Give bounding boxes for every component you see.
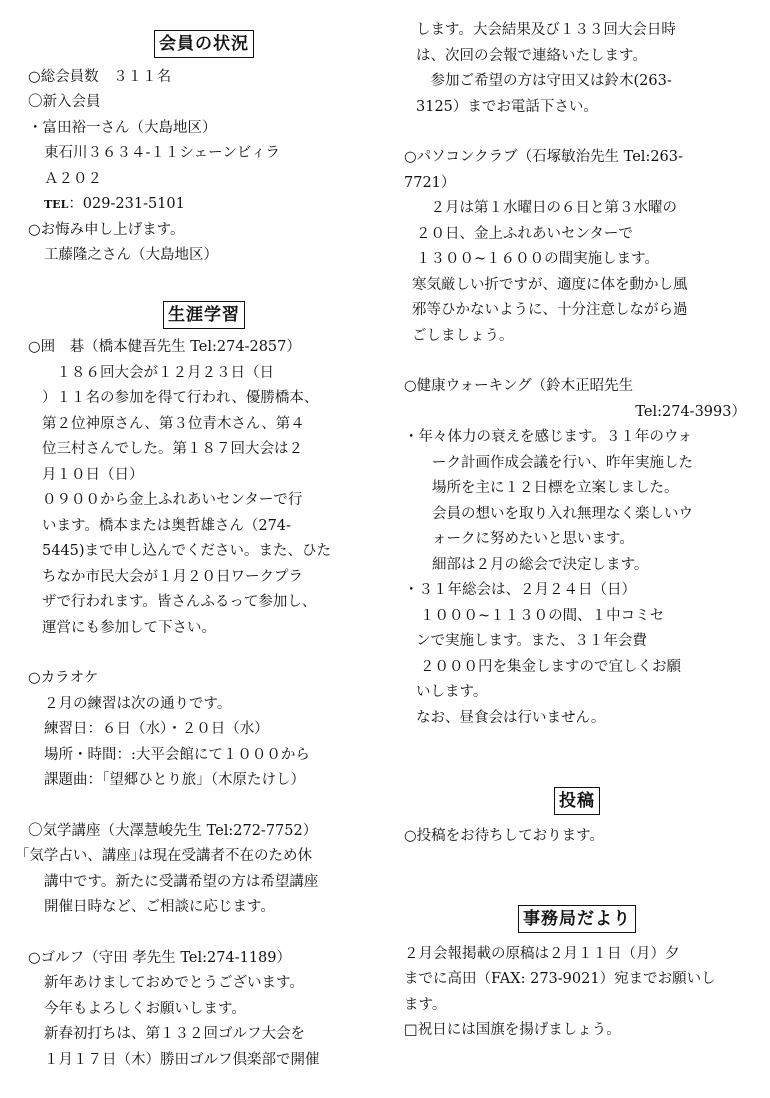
condolence-name: 工藤隆之さん（大島地区）	[44, 247, 218, 263]
new-members-label: 〇新入会員	[28, 94, 101, 110]
walking-line: ォークに努めたいと思います。	[432, 531, 634, 547]
walking-line: 細部は２月の総会で決定します。	[432, 556, 649, 573]
kigaku-title: 〇気学講座（大澤慧峻先生 Tel:272-7752）	[28, 822, 318, 839]
golf-line: 新年あけましておめでとうございます。	[44, 975, 304, 991]
contribution-text: ○投稿をお待ちしております。	[404, 827, 604, 844]
office-news-line: ます。	[404, 996, 447, 1013]
igo-line: ザで行われます。皆さんふるって参加し、	[42, 594, 317, 610]
walking-line: ２０００円を集金しますので宜しくお願	[420, 658, 681, 675]
walking-line: ・年々体力の衰えを感じます。３１年のウォ	[404, 429, 693, 445]
pc-club-line: 邪等ひかないように、十分注意しながら過	[412, 302, 688, 318]
igo-title: ○囲 碁（橋本健吾先生 Tel:274-2857）	[28, 339, 301, 355]
igo-line: ）１１名の参加を得て行われ、優勝橋本、	[42, 390, 319, 406]
igo-block	[28, 335, 380, 641]
walking-line: 会員の想いを取り入れ無理なく楽しいウ	[432, 505, 693, 522]
golf-line: 今年もよろしくお願いします。	[44, 1000, 246, 1017]
walking-block	[404, 374, 750, 731]
walking-line: １０００~１１３０の間、１中コミセ	[420, 607, 665, 624]
pc-club-line: 7721）	[404, 174, 456, 191]
new-member-name: ・富田裕一さん（大島地区）	[28, 119, 217, 136]
kigaku-line: 開催日時など、ご相談に応じます。	[44, 899, 275, 915]
new-member-tel: TEL：029-231-5101	[44, 196, 185, 212]
karaoke-block	[28, 666, 380, 794]
office-news-block	[404, 942, 750, 1044]
igo-line: 5445)まで申し込んでください。また、ひた	[42, 543, 332, 559]
karaoke-line: 練習日：６日（水）・２０日（水）	[44, 721, 269, 737]
igo-line: 位三村さんでした。第１８７回大会は２	[42, 441, 303, 457]
pc-club-title: ○パソコンクラブ（石塚敏治先生 Tel:263-	[404, 149, 683, 165]
kigaku-line: 講中です。新たに受講希望の方は希望講座	[44, 873, 319, 890]
walking-line: ーク計画作成会議を行い、昨年実施した	[432, 454, 693, 471]
golf-cont-line: 参加ご希望の方は守田又は鈴木(263-	[416, 73, 672, 89]
golf-title: ○ゴルフ（守田 孝先生 Tel:274-1189）	[28, 949, 291, 966]
igo-line: 月１０日（日）	[42, 466, 144, 483]
igo-line: 運営にも参加して下さい。	[42, 619, 216, 636]
pc-club-line: ２０日、金上ふれあいセンターで	[416, 225, 633, 242]
office-news-line: までに高田（FAX: 273-9021）宛までお願いし	[404, 971, 716, 987]
golf-cont-line: は、次回の会報で連絡いたします。	[416, 47, 647, 64]
office-news-line: □祝日には国旗を揚げましょう。	[404, 1022, 621, 1038]
igo-line: １８６回大会が１２月２３日（日	[42, 364, 274, 381]
pc-club-line: ごしましょう。	[412, 327, 514, 344]
left-column	[22, 0, 380, 1073]
golf-cont-line: します。大会結果及び１３３回大会日時	[416, 22, 676, 38]
golf-block	[28, 946, 380, 1074]
pc-club-block	[404, 145, 750, 349]
walking-line: ンで実施します。また、３１年会費	[416, 633, 647, 649]
condolence-label: ○お悔み申し上げます。	[28, 221, 185, 238]
golf-line: １月１７日（木）勝田ゴルフ倶楽部で開催	[44, 1051, 320, 1068]
section-heading-lifelong-learning: 生涯学習	[28, 301, 380, 330]
walking-tel: Tel:274-3993）	[635, 403, 746, 420]
section-heading-contribution: 投稿	[404, 787, 750, 816]
igo-line: ちなか市民大会が１月２０日ワークプラ	[42, 568, 303, 585]
new-member-address-2: Ａ２０２	[44, 170, 102, 187]
igo-line: います。橋本または奥哲雄さん（274-	[42, 517, 291, 534]
section-heading-office-news: 事務局だより	[404, 905, 750, 934]
golf-cont-line: 3125）までお電話下さい。	[416, 98, 598, 115]
walking-title: ○健康ウォーキング（鈴木正昭先生	[404, 378, 634, 394]
karaoke-line: ２月の練習は次の通りです。	[44, 695, 232, 712]
walking-line: ・３１年総会は、２月２４日（日）	[404, 582, 636, 598]
pc-club-line: ２月は第１水曜日の６日と第３水曜の	[416, 200, 677, 216]
pc-club-line: １３００~１６００の間実施します。	[416, 251, 659, 267]
walking-line: いします。	[416, 684, 488, 700]
karaoke-line: 課題曲：｢望郷ひとり旅｣（木原たけし）	[44, 772, 305, 788]
walking-line: 場所を主に１２日標を立案しました。	[432, 480, 679, 496]
new-member-address: 東石川３６３４-１１シェーンビィラ	[44, 145, 281, 161]
kigaku-block	[22, 819, 380, 921]
igo-line: ０９００から金上ふれあいセンターで行	[42, 492, 303, 508]
karaoke-line: 場所・時間：:大平会館にて１０００から	[44, 746, 310, 763]
pc-club-line: 寒気厳しい折ですが、適度に体を動かし風	[412, 276, 688, 293]
total-members: ○総会員数 ３１１名	[28, 68, 172, 85]
golf-line: 新春初打ちは、第１３２回ゴルフ大会を	[44, 1026, 305, 1042]
karaoke-title: ○カラオケ	[28, 670, 99, 686]
section-heading-membership: 会員の状況	[28, 30, 380, 59]
office-news-line: ２月会報掲載の原稿は２月１１日（月）夕	[404, 945, 680, 962]
golf-continued-block	[404, 18, 750, 120]
right-column	[404, 0, 750, 1044]
walking-line: なお、昼食会は行いません。	[416, 709, 606, 726]
kigaku-line: ｢気学占い、講座｣は現在受講者不在のため休	[22, 848, 312, 864]
igo-line: 第２位神原さん、第３位青木さん、第４	[42, 415, 305, 432]
